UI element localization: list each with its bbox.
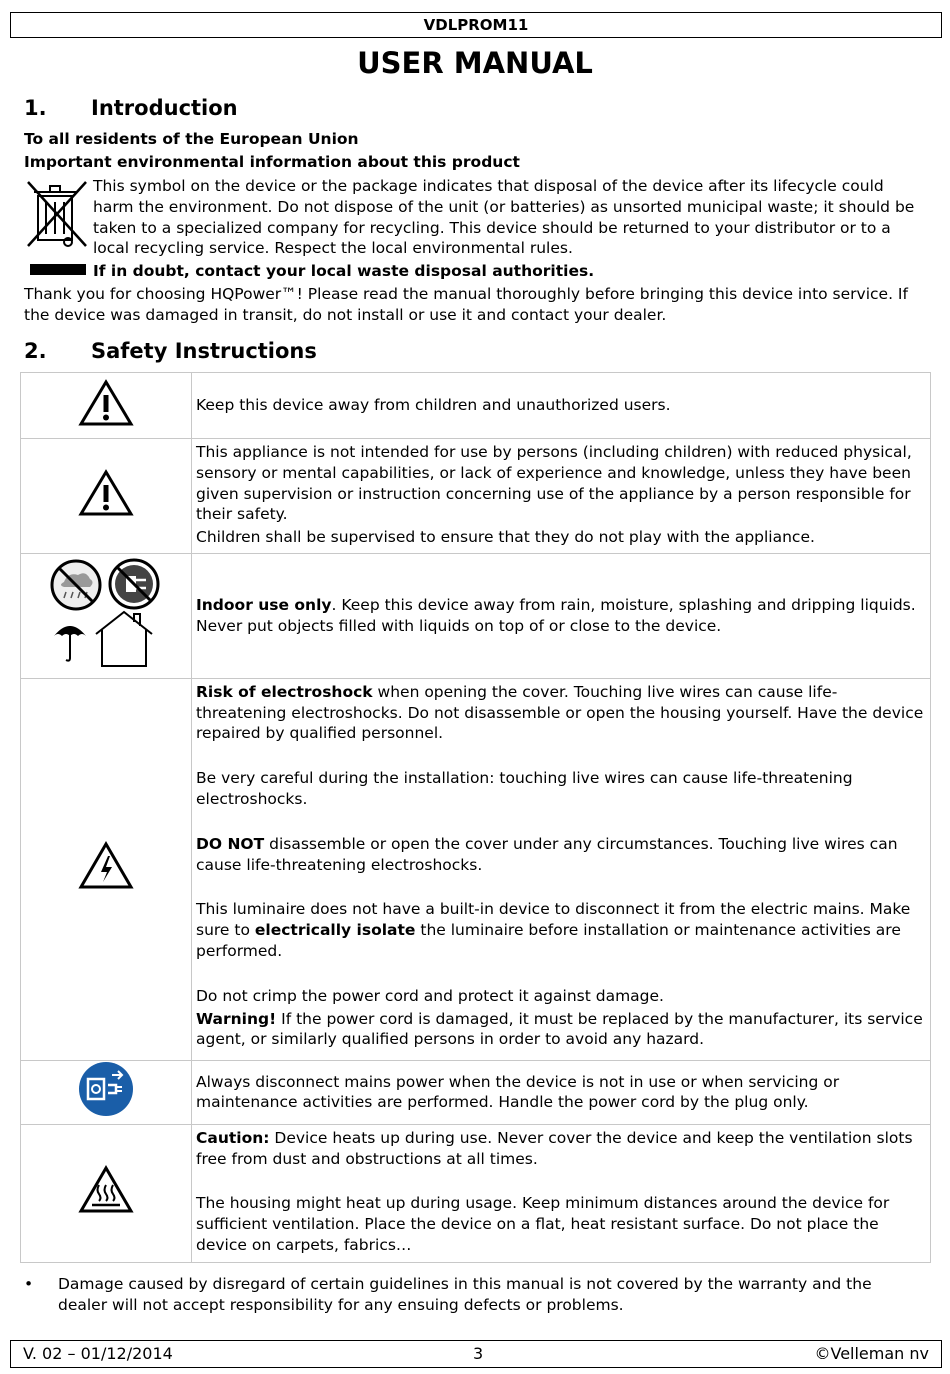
row2-text-1: This appliance is not intended for use by persons (including children) with reduced physical, sensory or mental capabilities, or lack of experience and knowledge, unless they have been given supervision or instruction concerning use of the appliance by a person responsible for their safety. — [196, 443, 912, 524]
row4-rest-1: when opening the cover. Touching live wires can cause life-threatening electroshocks. Do not disassemble or open the housing yourself. Have the device repaired by qualified personnel. — [196, 682, 924, 743]
icon-cell — [21, 439, 192, 554]
row4-text-4 — [196, 899, 926, 961]
row4-rest-6: If the power cord is damaged, it must be replaced by the manufacturer, its service agent, or similarly qualified persons in order to avoid any hazard. — [196, 1009, 923, 1049]
row6-text-2: The housing might heat up during usage. Keep minimum distances around the device for sufficient ventilation. Place the device on a flat, heat resistant surface. Do not place the device on carpets, fabrics… — [196, 1194, 890, 1254]
intro-heading — [24, 96, 238, 120]
weee-bar — [30, 264, 86, 275]
safety-text-cell — [192, 1060, 931, 1124]
row4-text-2: Be very careful during the installation: touching live wires can cause life-threatening electroshocks. — [196, 769, 853, 808]
safety-row — [21, 678, 931, 1060]
safety-heading-text: Safety Instructions — [91, 339, 317, 363]
safety-row — [21, 1060, 931, 1124]
safety-text-cell — [192, 554, 931, 679]
page-title: USER MANUAL — [357, 46, 593, 80]
bullet-text: Damage caused by disregard of certain guidelines in this manual is not covered by the warranty and the dealer will not accept responsibility for any ensuing defects or problems. — [58, 1275, 872, 1314]
row6-rest-1: Device heats up during use. Never cover the device and keep the ventilation slots free from dust and obstructions at all times. — [196, 1128, 913, 1168]
row4-b-4: the luminaire before installation or maintenance activities are performed. — [196, 921, 901, 960]
footer-version: V. 02 – 01/12/2014 — [23, 1344, 173, 1363]
footer — [10, 1340, 942, 1368]
icon-cell — [21, 554, 192, 679]
footer-page-number: 3 — [473, 1344, 484, 1363]
indoor-use-icon — [46, 554, 166, 672]
thanks-text: Thank you for choosing HQPower™! Please read the manual thoroughly before bringing this device into service. If the device was damaged in transit, do not install or use it and contact your dealer. — [24, 285, 908, 324]
row2-text-2: Children shall be supervised to ensure that they do not play with the appliance. — [196, 528, 815, 547]
row3-bold: Indoor use only — [196, 596, 332, 615]
safety-text-cell — [192, 439, 931, 554]
row4-bold-3: DO NOT — [196, 834, 265, 853]
icon-cell — [21, 1060, 192, 1124]
footer-copyright: ©Velleman nv — [814, 1344, 929, 1363]
row4-text-3 — [196, 834, 926, 876]
row4-text-1 — [196, 682, 926, 744]
row4-bold-6: Warning! — [196, 1009, 277, 1028]
row3-rest: . Keep this device away from rain, moisture, splashing and dripping liquids. Never put objects filled with liquids on top of or close to the device. — [196, 596, 916, 635]
hot-surface-icon — [78, 1165, 134, 1215]
warning-icon — [78, 469, 134, 517]
row4-rest-3: disassemble or open the cover under any circumstances. Touching live wires can cause life-threatening electroshocks. — [196, 834, 898, 874]
doubt-text: If in doubt, contact your local waste disposal authorities. — [93, 262, 595, 280]
bullet-symbol: • — [24, 1275, 34, 1293]
row3-text — [196, 595, 926, 637]
safety-table — [20, 372, 931, 1263]
disconnect-mains-icon — [78, 1061, 134, 1117]
row6-text-1 — [196, 1128, 926, 1170]
safety-row — [21, 373, 931, 439]
safety-text-cell — [192, 1124, 931, 1262]
safety-row — [21, 439, 931, 554]
safety-text-cell — [192, 373, 931, 439]
intro-sub2: Important environmental information about this product — [24, 153, 520, 171]
row4-text-5: Do not crimp the power cord and protect it against damage. — [196, 986, 664, 1005]
weee-text: This symbol on the device or the package indicates that disposal of the device after its lifecycle could harm the environment. Do not dispose of the unit (or batteries) as unsorted municipal waste; it should be taken to a specialized company for recycling. This device should be returned to your distributor or to a local recycling service. Respect the local environmental rules. — [93, 177, 915, 258]
intro-sub1: To all residents of the European Union — [24, 130, 359, 148]
row5-text: Always disconnect mains power when the device is not in use or when servicing or maintenance activities are performed. Handle the power cord by the plug only. — [196, 1072, 840, 1112]
header-model: VDLPROM11 — [10, 12, 942, 38]
intro-number: 1. — [24, 96, 47, 120]
icon-cell — [21, 373, 192, 439]
safety-heading — [24, 339, 317, 363]
safety-row — [21, 554, 931, 679]
row4-bold-1: Risk of electroshock — [196, 682, 373, 701]
icon-cell — [21, 1124, 192, 1262]
intro-heading-text: Introduction — [91, 96, 238, 120]
safety-text-cell — [192, 678, 931, 1060]
row4-bold-4: electrically isolate — [254, 921, 416, 940]
row4-a-4: This luminaire does not have a built-in device to disconnect it from the electric mains. Make sure to — [196, 900, 911, 940]
icon-cell — [21, 678, 192, 1060]
safety-row — [21, 1124, 931, 1262]
row1-text: Keep this device away from children and unauthorized users. — [196, 396, 671, 415]
row4-text-6 — [196, 1009, 926, 1051]
warning-icon — [78, 379, 134, 427]
electric-hazard-icon — [78, 841, 134, 891]
row6-bold-1: Caution: — [196, 1128, 270, 1147]
bullet-item — [24, 1274, 924, 1316]
weee-bin-icon — [24, 178, 90, 250]
safety-number: 2. — [24, 339, 47, 363]
